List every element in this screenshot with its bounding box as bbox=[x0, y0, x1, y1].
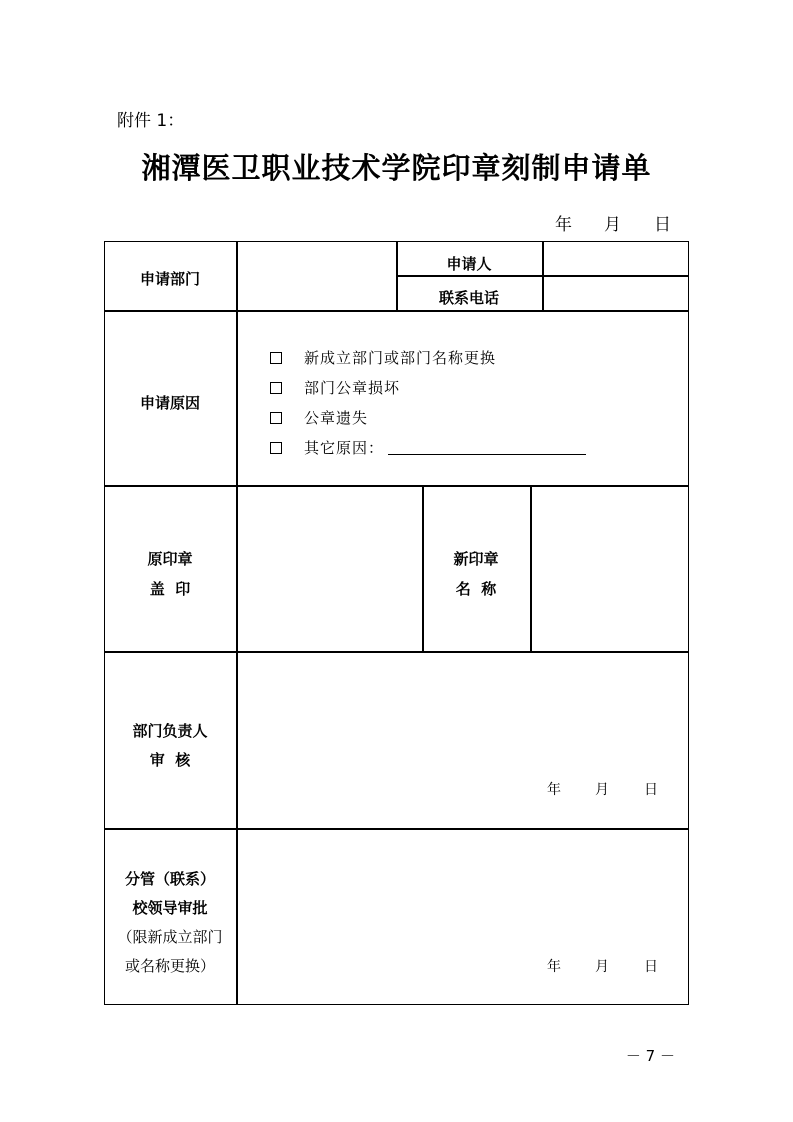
leader-note: （限新成立部门 bbox=[117, 928, 223, 946]
dept-input[interactable] bbox=[238, 243, 395, 309]
old-seal-stamp-area[interactable] bbox=[238, 487, 421, 650]
review-date-month: 月 bbox=[595, 782, 609, 798]
old-seal-label: 原印章 bbox=[147, 550, 193, 568]
leader-note: 或名称更换） bbox=[124, 957, 215, 975]
approval-date-day: 日 bbox=[644, 959, 658, 975]
reason-option[interactable]: 公章遗失 bbox=[270, 407, 368, 428]
new-seal-label: 名 称 bbox=[455, 580, 497, 598]
checkbox-icon[interactable] bbox=[270, 382, 282, 394]
approval-date-year: 年 bbox=[547, 959, 561, 975]
leader-approval-area[interactable] bbox=[238, 830, 687, 1003]
checkbox-icon[interactable] bbox=[270, 352, 282, 364]
reason-option[interactable]: 新成立部门或部门名称更换 bbox=[270, 347, 496, 368]
leader-label: 校领导审批 bbox=[132, 899, 208, 917]
phone-label: 联系电话 bbox=[438, 289, 499, 307]
applicant-input[interactable] bbox=[544, 243, 687, 274]
review-date-year: 年 bbox=[547, 782, 561, 798]
header-date-day: 日 bbox=[654, 215, 671, 235]
checkbox-icon[interactable] bbox=[270, 412, 282, 424]
reason-option[interactable]: 其它原因： bbox=[270, 437, 586, 458]
page-number: － 7 － bbox=[625, 1047, 675, 1065]
dept-head-label: 部门负责人 bbox=[132, 722, 208, 740]
reason-label: 申请原因 bbox=[139, 394, 200, 412]
reason-option[interactable]: 部门公章损坏 bbox=[270, 377, 400, 398]
dept-label: 申请部门 bbox=[139, 270, 200, 288]
review-date-day: 日 bbox=[644, 782, 658, 798]
leader-label: 分管（联系） bbox=[124, 870, 215, 888]
header-date-month: 月 bbox=[604, 215, 621, 235]
phone-input[interactable] bbox=[544, 277, 687, 309]
other-reason-blank[interactable] bbox=[388, 454, 586, 456]
dept-head-review-area[interactable] bbox=[238, 653, 687, 826]
approval-date-month: 月 bbox=[595, 959, 609, 975]
dept-head-label: 审 核 bbox=[149, 751, 191, 769]
old-seal-label: 盖 印 bbox=[149, 580, 191, 598]
attachment-label: 附件 1： bbox=[117, 111, 185, 131]
new-seal-name-input[interactable] bbox=[532, 487, 687, 650]
header-date-year: 年 bbox=[555, 215, 572, 235]
form-title: 湘潭医卫职业技术学院印章刻制申请单 bbox=[141, 151, 652, 185]
checkbox-icon[interactable] bbox=[270, 442, 282, 454]
new-seal-label: 新印章 bbox=[453, 550, 499, 568]
applicant-label: 申请人 bbox=[446, 255, 492, 273]
